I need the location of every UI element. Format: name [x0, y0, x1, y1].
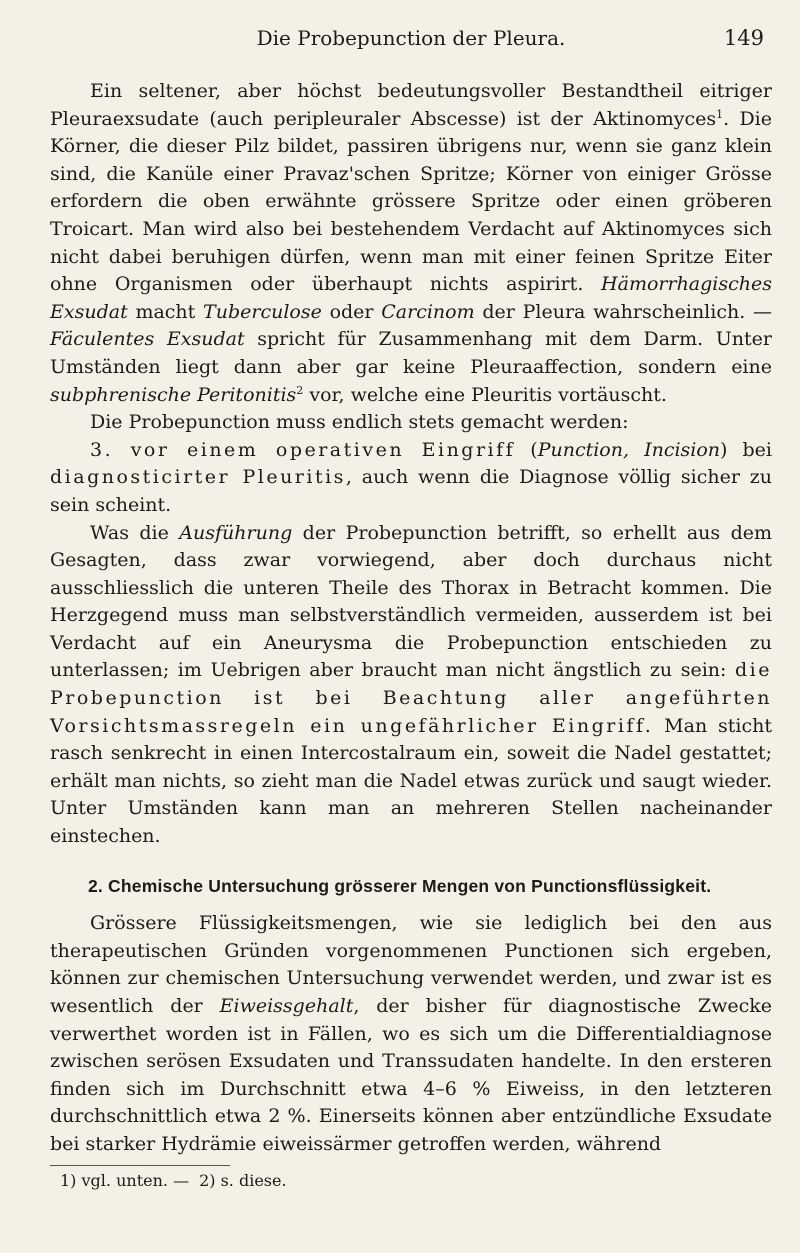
text-run: , auch wenn die Diagnose völlig sicher zu sein scheint. [50, 466, 772, 516]
text-run: ( [515, 438, 538, 461]
spaced-text: 3. vor einem operativen Eingriff [90, 438, 516, 461]
emphasis: Eiweissgehalt [219, 995, 354, 1017]
paragraph-probepunction: Die Probepunction muss endlich stets gemacht werden: [90, 411, 629, 434]
emphasis: Punction, Incision [537, 438, 721, 461]
emphasis: Tuberculose [203, 300, 322, 323]
page [50, 22, 772, 1192]
text-run: Man sticht rasch senkrecht in einen Intercostalraum ein, soweit die Nadel gestattet; erhält man nichts, so zieht man die Nadel etwas zurück und saugt wieder. Unter Umständen kann man an mehreren Stellen nacheinander einstechen. [50, 714, 772, 848]
emphasis: Hämorrhagisches Exsudat [50, 273, 772, 323]
footnote-1: 1) vgl. unten. — [60, 1170, 190, 1190]
emphasis: Ausführung [179, 521, 293, 544]
text-run: spricht für Zusammenhang mit dem Darm. Unter Umständen liegt dann aber gar keine Pleuraaffection, sondern eine [50, 328, 772, 378]
footnotes [50, 1170, 772, 1192]
section-heading: 2. Chemische Untersuchung grösserer Mengen von Punctionsflüssigkeit. [88, 875, 712, 896]
page-number: 149 [723, 26, 764, 50]
paragraph-operativ [50, 437, 772, 520]
text-run: der Pleura wahrscheinlich. — [474, 300, 772, 323]
footnote-rule [50, 1165, 230, 1166]
text-run: der Probepunction betrifft, so erhellt aus dem Gesagten, dass zwar vorwiegend, aber doch durchaus nicht ausschliesslich die unteren Theile des Thorax in Betracht kommen. Die Herzgegend muss man selbstverständlich vermeiden, ausserdem ist bei Verdacht auf ein Aneurysma die Probepunction entschieden zu unterlassen; im Uebrigen aber braucht man nicht ängstlich zu sein: [50, 521, 772, 682]
text-run: vor, welche eine Pleuritis vortäuscht. [303, 383, 667, 406]
running-title: Die Probepunction der Pleura. [256, 26, 566, 50]
text-run: oder [321, 300, 382, 323]
running-head [50, 22, 772, 56]
text-run: . Die Körner, die dieser Pilz bildet, passiren übrigens nur, wenn sie ganz klein sind, die Kanüle einer Pravaz'schen Spritze; Körner von einiger Grösse erfordern die oben erwähnte grössere Spritze oder einen gröberen Troicart. Man wird also bei bestehendem Verdacht auf Aktinomyces sich nicht dabei beruhigen dürfen, wenn man mit einer feinen Spritze Eiter ohne Organismen oder überhaupt nichts aspirirt. [50, 107, 772, 296]
text-run: Ein seltener, aber höchst bedeutungsvoller Bestandtheil eitriger Pleuraexsudate (auch peripleuraler Abscesse) ist der Aktinomyces [50, 80, 772, 130]
spaced-text: diagnosticirter Pleuritis [50, 466, 346, 489]
paragraph-aktinomyces [50, 78, 772, 409]
footnote-ref-2: 2 [296, 383, 304, 397]
footnote-2: 2) s. diese. [199, 1170, 287, 1190]
text-run: Grössere Flüssigkeitsmengen, wie sie lediglich bei den aus therapeutischen Gründen vorgenommenen Punctionen sich ergeben, können zur chemischen Untersuchung verwendet werden, und zwar ist es wesentlich der [50, 912, 772, 1017]
spaced-text: die Probepunction ist bei Beachtung aller angeführten Vorsichtsmassregeln ein ungefährlicher Eingriff. [50, 659, 772, 737]
paragraph-ausfuehrung [50, 520, 772, 851]
text-run: , der bisher für diagnostische Zwecke verwerthet worden ist in Fällen, wo es sich um die Differentialdiagnose zwischen serösen Exsudaten und Transsudaten handelte. In den ersteren finden sich im Durchschnitt etwa 4–6 % Eiweiss, in den letzteren durchschnittlich etwa 2 %. Einerseits können aber entzündliche Exsudate bei starker Hydrämie eiweissärmer getroffen werden, während [50, 995, 772, 1155]
text-run: ) bei [720, 438, 773, 461]
text-run: macht [127, 300, 204, 323]
emphasis: subphrenische Peritonitis [50, 383, 297, 406]
text-run: Was die [90, 521, 180, 544]
emphasis: Carcinom [381, 300, 475, 323]
emphasis: Fäculentes Exsudat [50, 328, 245, 351]
body-text [50, 78, 772, 1159]
paragraph-chemische [50, 910, 772, 1158]
footnote-ref-1: 1 [716, 107, 724, 121]
